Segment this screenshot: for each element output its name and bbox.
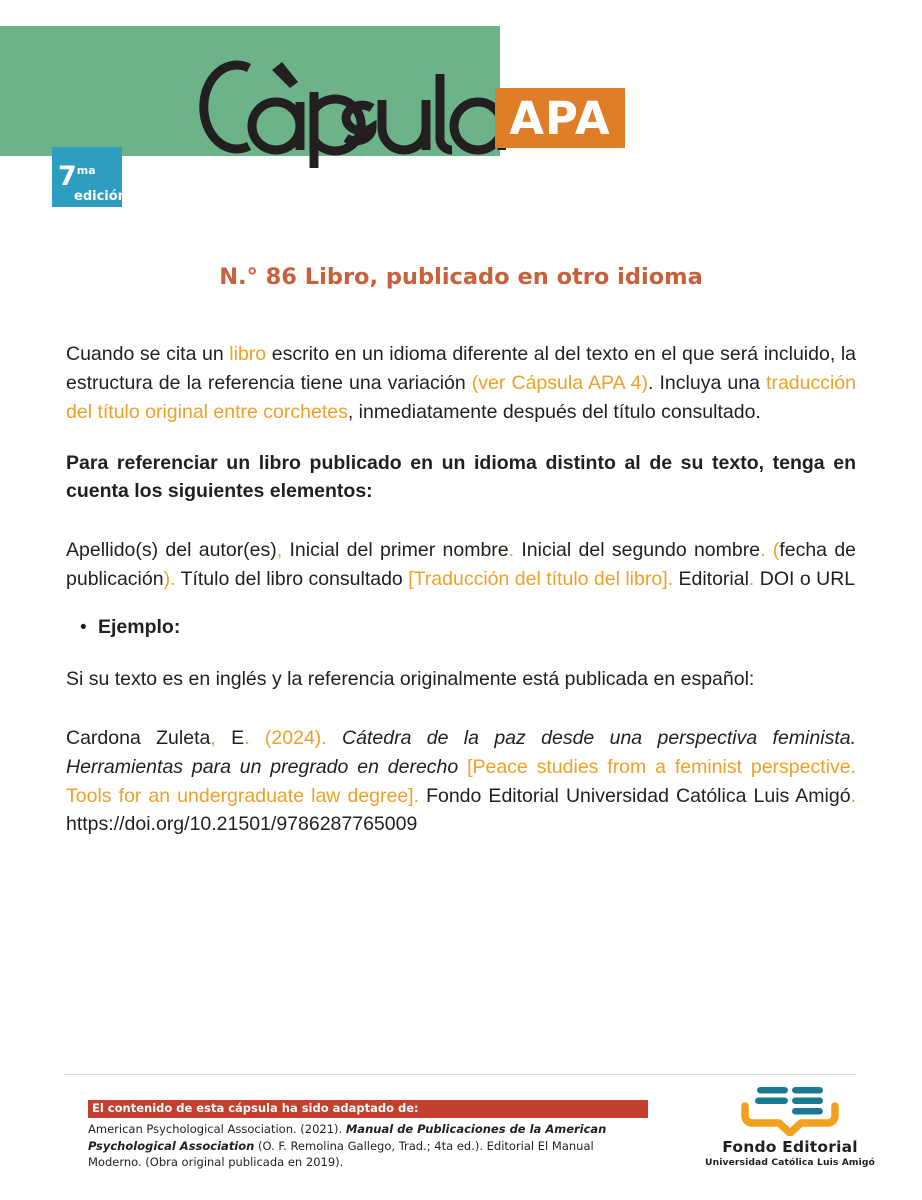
pattern-date: fecha de publicación <box>66 539 857 591</box>
pattern-period-paren-open: . ( <box>760 539 780 562</box>
example-reference-paragraph <box>66 724 856 839</box>
document-body <box>66 340 856 861</box>
credit-manual-title: Manual de Publicaciones de la American Psychological Association <box>88 1122 607 1153</box>
pattern-publisher: Editorial <box>673 568 749 591</box>
pattern-second-initial: Inicial del segundo nombre <box>514 539 761 562</box>
intro-paragraph <box>66 340 856 427</box>
logo-name: Fondo Editorial <box>722 1138 858 1156</box>
ref-translation: [Peace studies from a feminist perspective. Tools for an undergraduate law degree]. <box>66 755 856 807</box>
ref-doi: https://doi.org/10.21501/9786287765009 <box>66 813 418 836</box>
intro-accent-capsula-ref: (ver Cápsula APA 4) <box>471 371 648 394</box>
page-header <box>0 26 922 204</box>
pattern-period-2: . <box>667 568 674 591</box>
pattern-doi-url: DOI o URL <box>754 568 856 591</box>
elements-pattern-paragraph <box>66 536 856 594</box>
ref-initial: E <box>215 726 245 749</box>
ref-title-italic: Cátedra de la paz desde una perspectiva feminista. Herramientas para un pregrado en derecho <box>66 726 856 778</box>
ref-author: Cardona Zuleta <box>66 726 211 749</box>
credit-part-2: (O. F. Remolina Gallego, Trad.; 4ta ed.). Editorial El Manual Moderno. (Obra original publicada en 2019). <box>88 1138 594 1169</box>
ref-publisher: Fondo Editorial Universidad Católica Luis Amigó <box>419 784 851 807</box>
open-book-icon <box>740 1084 840 1136</box>
intro-seg-5: . Incluya una <box>648 371 767 394</box>
source-credit-block <box>88 1100 648 1170</box>
pattern-comma-1: , <box>276 539 283 562</box>
credit-banner: El contenido de esta cápsula ha sido adaptado de: <box>88 1100 648 1118</box>
example-bullet <box>66 616 856 639</box>
intro-seg-1: Cuando se cita un <box>66 343 230 365</box>
instruction-paragraph: Para referenciar un libro publicado en un idioma distinto al de su texto, tenga en cuenta los siguientes elementos: <box>66 451 856 503</box>
edition-badge <box>52 147 127 207</box>
example-intro-paragraph: Si su texto es en inglés y la referencia originalmente está publicada en español: <box>66 668 755 691</box>
intro-accent-libro: libro <box>229 343 267 365</box>
logo-subtitle: Universidad Católica Luis Amigó <box>705 1157 875 1168</box>
page-footer <box>0 1070 922 1200</box>
edition-superscript: ma <box>76 164 96 178</box>
bullet-dot-icon: • <box>80 617 87 639</box>
pattern-author: Apellido(s) del autor(es) <box>66 539 277 562</box>
pattern-translation-brackets: [Traducción del título del libro] <box>408 568 668 591</box>
pattern-paren-close: ). <box>163 568 176 591</box>
credit-citation <box>88 1121 648 1170</box>
apa-label-text: APA <box>509 91 611 145</box>
credit-part-1: American Psychological Association. (2021). <box>88 1122 346 1137</box>
ref-publisher-period: . <box>850 784 856 807</box>
page-title: N.° 86 Libro, publicado en otro idioma <box>219 264 703 290</box>
apa-label-box <box>495 88 625 148</box>
intro-seg-3: escrito en un idioma diferente al del texto en el que será incluido, la estructura de la referencia tiene una variación <box>66 343 856 394</box>
intro-seg-7: , inmediatamente después del título consultado. <box>347 400 761 423</box>
intro-accent-traduccion: traducción del título original entre corchetes <box>66 371 856 423</box>
pattern-first-initial: Inicial del primer nombre <box>282 539 509 562</box>
bullet-label-ejemplo: Ejemplo: <box>98 616 181 639</box>
pattern-period-3: . <box>748 568 755 591</box>
ref-period: . <box>244 726 250 749</box>
ref-comma: , <box>210 726 216 749</box>
footer-divider <box>64 1074 856 1075</box>
pattern-period-1: . <box>508 539 515 562</box>
ref-year: (2024). <box>249 726 327 749</box>
pattern-book-title: Título del libro consultado <box>175 568 409 591</box>
capsula-wordmark <box>186 48 506 168</box>
fondo-editorial-logo <box>690 1084 890 1168</box>
edition-word: edición <box>74 189 127 204</box>
edition-number: 7 <box>58 161 77 193</box>
